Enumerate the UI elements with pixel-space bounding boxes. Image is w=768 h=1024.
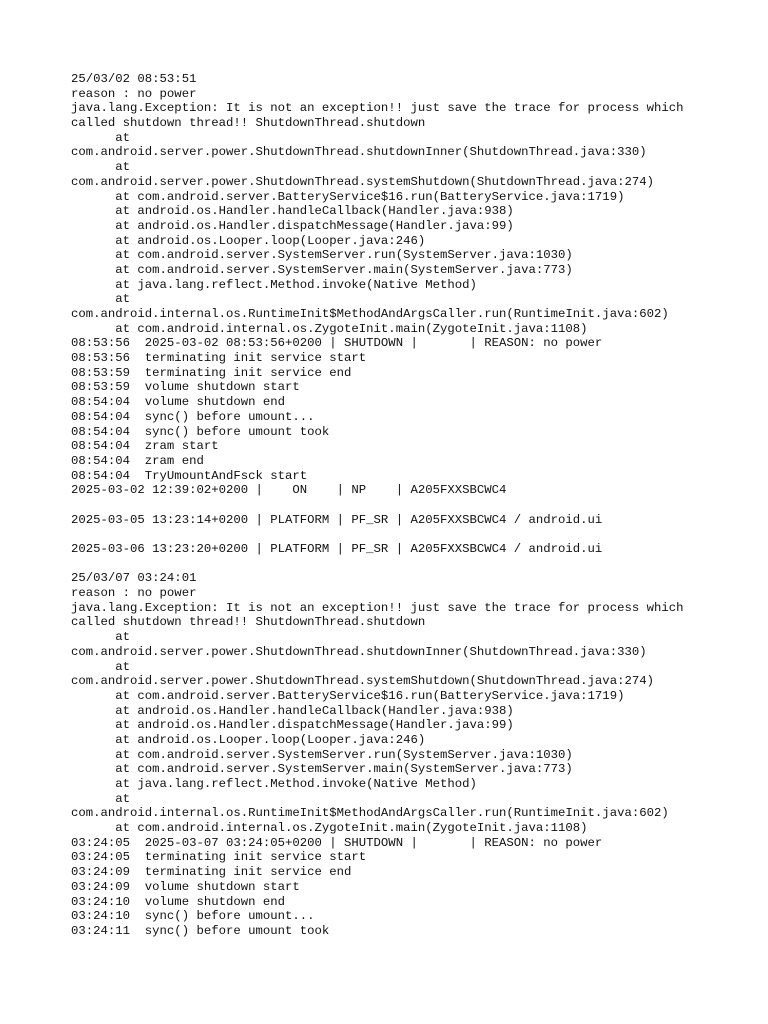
log-line: 08:54:04 zram end <box>71 453 204 468</box>
log-line: 08:54:04 zram start <box>71 439 219 454</box>
log-line: at com.android.server.SystemServer.main(SystemServer.java:773) <box>71 262 573 277</box>
log-line: 03:24:09 terminating init service end <box>71 865 352 880</box>
log-line: at <box>71 630 131 645</box>
log-line: called shutdown thread!! ShutdownThread.shutdown <box>71 116 426 131</box>
log-line: com.android.internal.os.RuntimeInit$MethodAndArgsCaller.run(RuntimeInit.java:602) <box>71 307 669 321</box>
log-line: 08:53:56 terminating init service start <box>71 351 367 366</box>
log-line: at android.os.Handler.dispatchMessage(Handler.java:99) <box>71 718 514 733</box>
log-line: at java.lang.reflect.Method.invoke(Native Method) <box>71 777 477 791</box>
log-line: at android.os.Handler.handleCallback(Handler.java:938) <box>71 703 514 718</box>
log-line: 08:54:04 volume shutdown end <box>71 395 286 410</box>
log-line: 03:24:05 terminating init service start <box>71 850 367 865</box>
log-line: at com.android.server.SystemServer.run(SystemServer.java:1030) <box>71 248 573 263</box>
log-document <box>71 72 751 939</box>
log-line: at <box>71 791 131 806</box>
log-line: reason : no power <box>71 586 197 601</box>
log-line: at com.android.server.BatteryService$16.run(BatteryService.java:1719) <box>71 189 625 204</box>
log-line: 03:24:10 volume shutdown end <box>71 894 286 909</box>
log-line: 25/03/07 03:24:01 <box>71 571 197 586</box>
log-line: 08:54:04 sync() before umount... <box>71 409 315 424</box>
log-line: 08:53:59 volume shutdown start <box>71 380 300 395</box>
log-line: 08:53:59 terminating init service end <box>71 365 352 380</box>
log-line: 03:24:09 volume shutdown start <box>71 879 300 894</box>
log-line: 08:53:56 2025-03-02 08:53:56+0200 | SHUTDOWN | | REASON: no power <box>71 336 603 351</box>
log-line: 08:54:04 sync() before umount took <box>71 424 330 439</box>
log-line: 03:24:10 sync() before umount... <box>71 909 315 924</box>
log-line: java.lang.Exception: It is not an exception!! just save the trace for process which <box>71 101 684 116</box>
log-line: at <box>71 292 131 307</box>
log-line: 2025-03-05 13:23:14+0200 | PLATFORM | PF_SR | A205FXXSBCWC4 / android.ui <box>71 512 603 527</box>
log-line: at <box>71 160 131 175</box>
log-line: java.lang.Exception: It is not an exception!! just save the trace for process which <box>71 600 684 615</box>
log-line: com.android.server.power.ShutdownThread.systemShutdown(ShutdownThread.java:274) <box>71 174 654 189</box>
log-line: at <box>71 659 131 674</box>
log-line: at android.os.Looper.loop(Looper.java:246) <box>71 732 426 747</box>
log-line: at com.android.internal.os.ZygoteInit.main(ZygoteInit.java:1108) <box>71 821 588 836</box>
log-line: reason : no power <box>71 86 197 101</box>
log-line: at java.lang.reflect.Method.invoke(Native Method) <box>71 277 477 292</box>
log-line: com.android.internal.os.RuntimeInit$MethodAndArgsCaller.run(RuntimeInit.java:602) <box>71 806 669 821</box>
log-line <box>71 527 751 542</box>
log-line: at com.android.server.SystemServer.run(SystemServer.java:1030) <box>71 747 573 762</box>
log-line: 2025-03-02 12:39:02+0200 | ON | NP | A205FXXSBCWC4 <box>71 483 507 498</box>
log-line: com.android.server.power.ShutdownThread.shutdownInner(ShutdownThread.java:330) <box>71 145 647 160</box>
log-line: 08:54:04 TryUmountAndFsck start <box>71 468 308 483</box>
log-line: com.android.server.power.ShutdownThread.shutdownInner(ShutdownThread.java:330) <box>71 644 647 659</box>
log-line: called shutdown thread!! ShutdownThread.shutdown <box>71 615 426 630</box>
log-line: at com.android.internal.os.ZygoteInit.main(ZygoteInit.java:1108) <box>71 321 588 336</box>
log-line: at com.android.server.SystemServer.main(SystemServer.java:773) <box>71 762 573 777</box>
log-line: at com.android.server.BatteryService$16.run(BatteryService.java:1719) <box>71 688 625 703</box>
log-line: 2025-03-06 13:23:20+0200 | PLATFORM | PF_SR | A205FXXSBCWC4 / android.ui <box>71 542 603 556</box>
log-line: at android.os.Looper.loop(Looper.java:246) <box>71 233 426 248</box>
log-line: com.android.server.power.ShutdownThread.systemShutdown(ShutdownThread.java:274) <box>71 674 654 689</box>
log-line: at android.os.Handler.dispatchMessage(Handler.java:99) <box>71 218 514 233</box>
log-line: 03:24:11 sync() before umount took <box>71 923 330 938</box>
log-line: at android.os.Handler.handleCallback(Handler.java:938) <box>71 204 514 219</box>
log-line <box>71 557 751 572</box>
log-line: at <box>71 130 131 145</box>
log-line: 03:24:05 2025-03-07 03:24:05+0200 | SHUTDOWN | | REASON: no power <box>71 835 603 850</box>
log-line: 25/03/02 08:53:51 <box>71 72 197 86</box>
log-line <box>71 498 751 513</box>
